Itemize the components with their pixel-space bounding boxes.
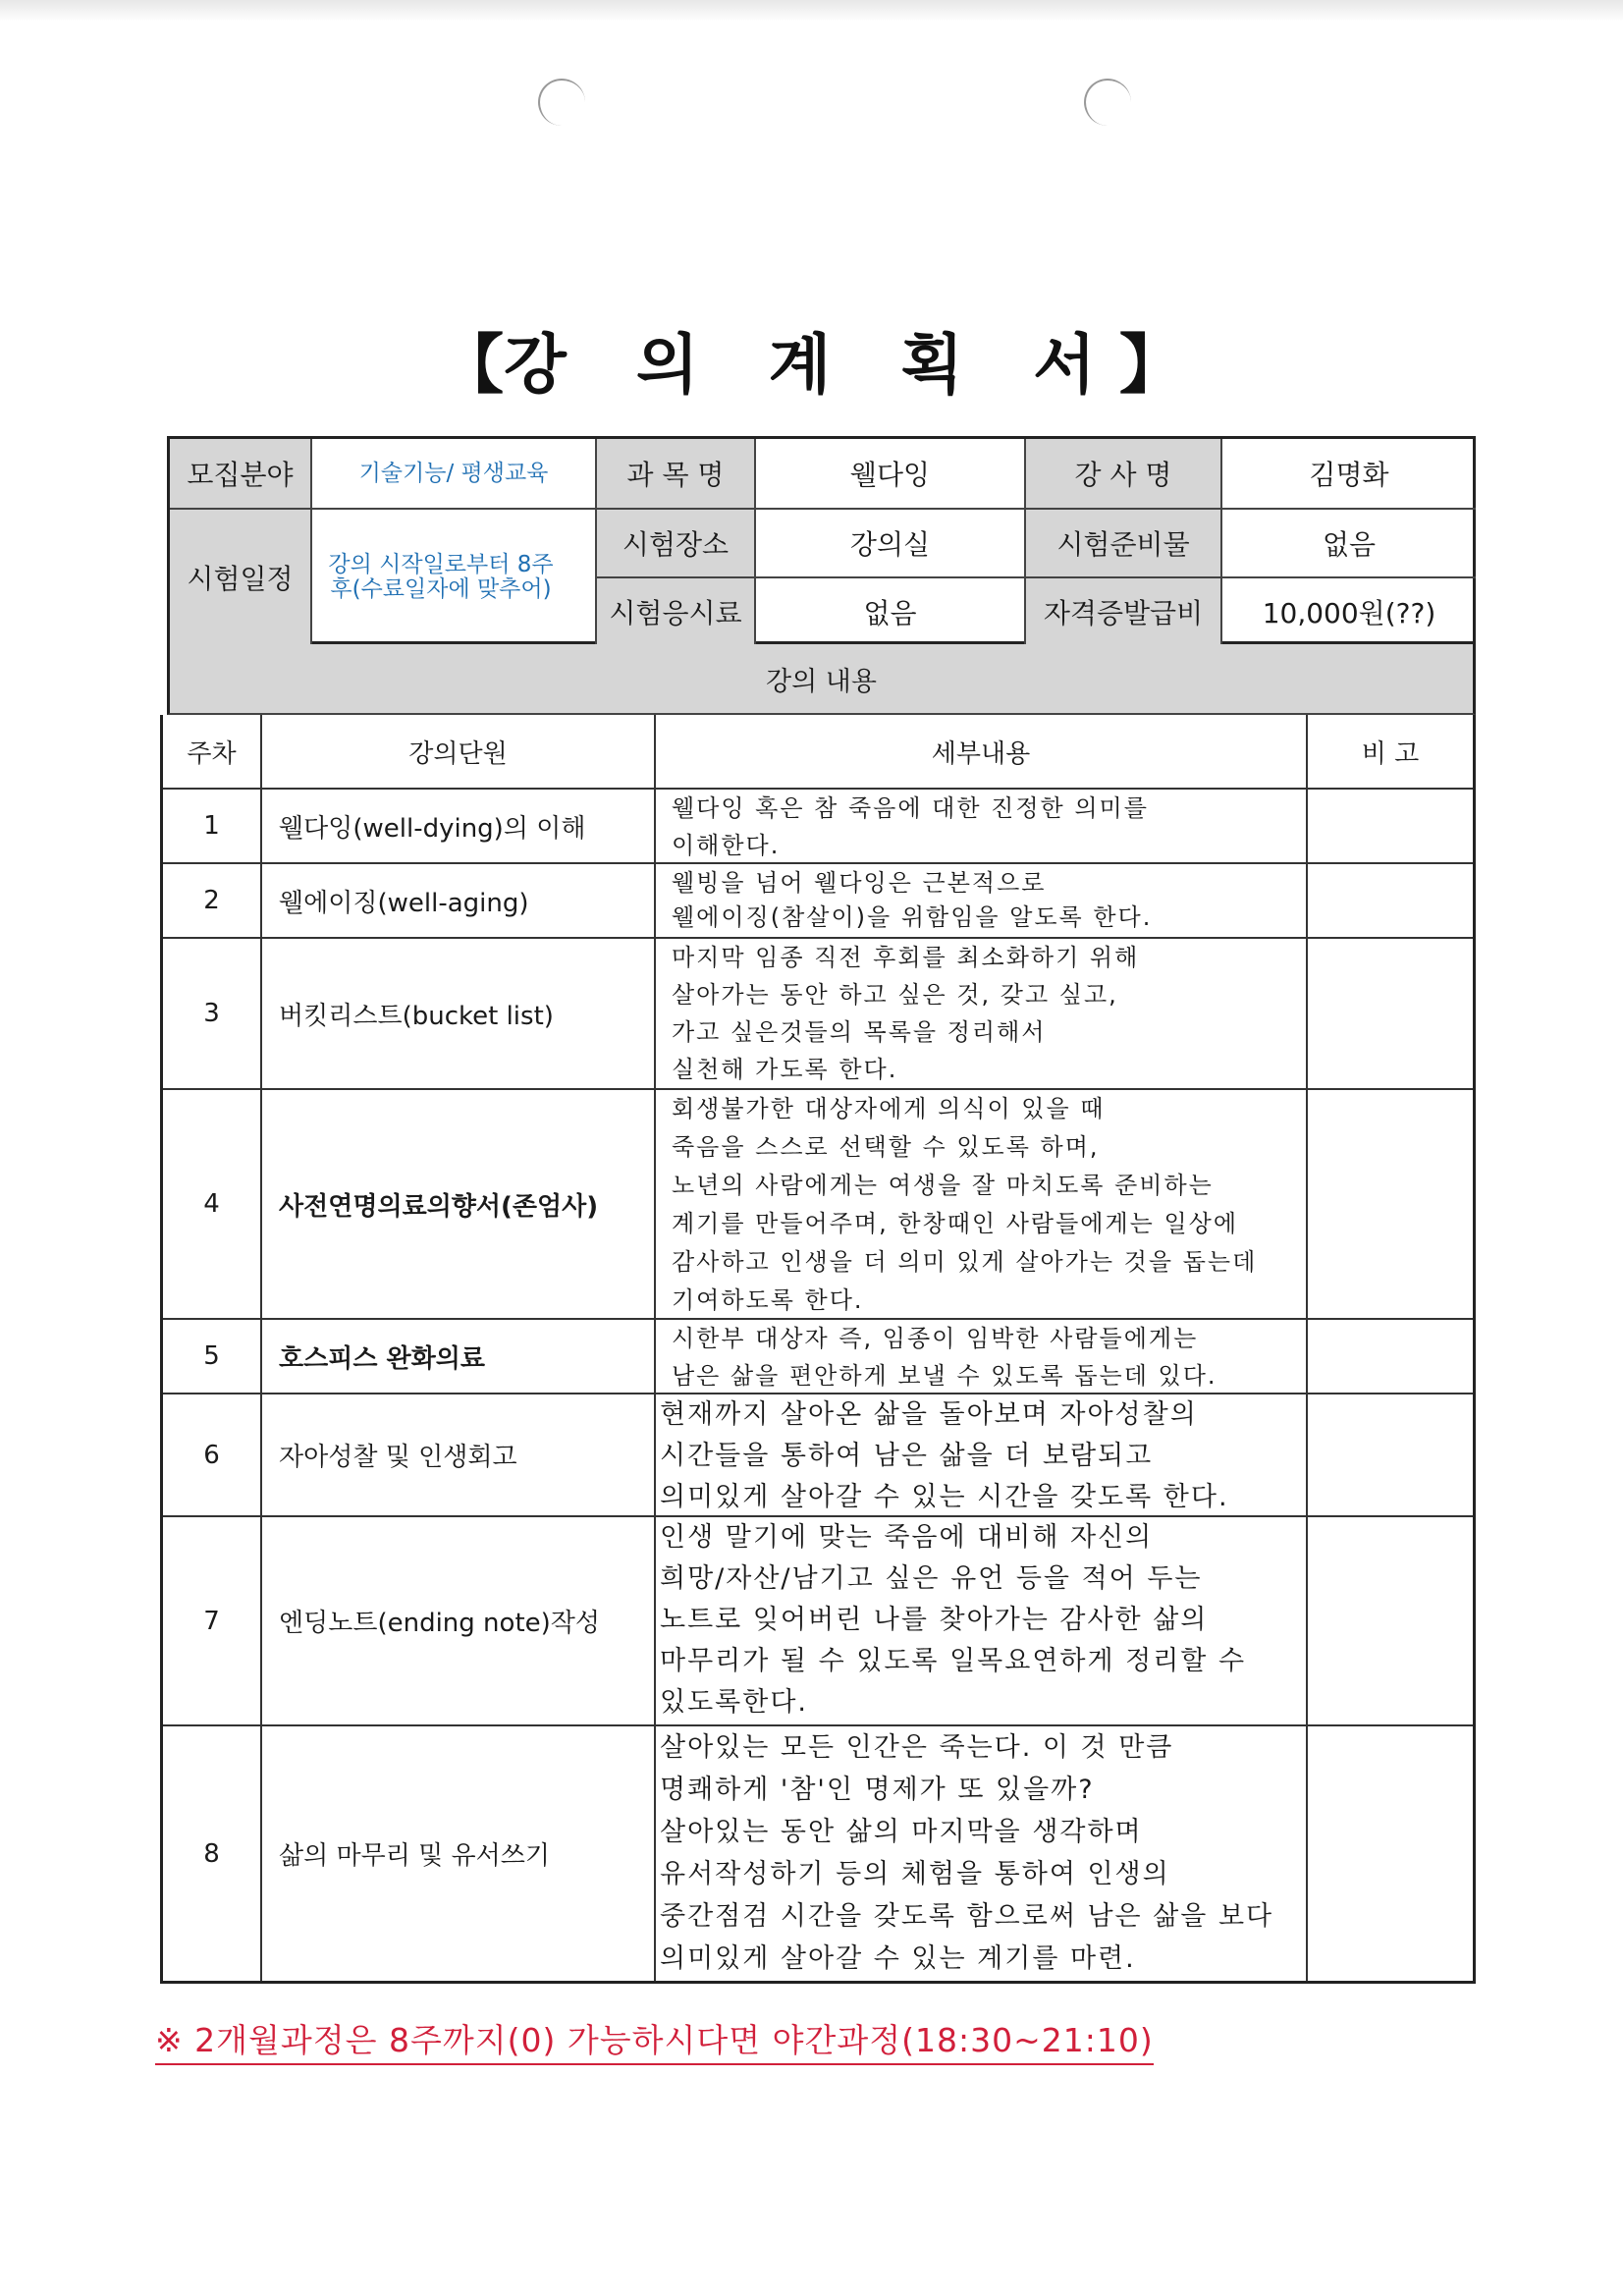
subject-value: 웰다잉 — [756, 439, 1026, 510]
week-number: 1 — [203, 811, 220, 841]
week-detail — [656, 1517, 1306, 1724]
recruit-label: 모집분야 — [170, 439, 312, 510]
detail-line: 이해한다. — [672, 832, 781, 859]
detail-line: 명쾌하게 '참'인 명제가 또 있을까? — [660, 1775, 1095, 1805]
detail-line: 유서작성하기 등의 체험을 통하여 인생의 — [660, 1859, 1170, 1889]
week-note — [1308, 1726, 1473, 1981]
detail-line: 가고 싶은것들의 목록을 정리해서 — [672, 1018, 1047, 1046]
col-divider — [260, 715, 262, 1981]
detail-line: 계기를 만들어주며, 한창때인 사람들에게는 일상에 — [672, 1210, 1239, 1237]
exam-supplies-label: 시험준비물 — [1026, 510, 1222, 578]
detail-line: 마지막 임종 직전 후회를 최소화하기 위해 — [672, 944, 1140, 971]
header-table — [167, 436, 1476, 644]
week-unit: 웰다잉(well-dying)의 이해 — [279, 813, 586, 844]
detail-line: 살아있는 동안 삶의 마지막을 생각하며 — [660, 1817, 1143, 1847]
week-note — [1308, 1090, 1473, 1318]
week-unit: 호스피스 완화의료 — [279, 1343, 485, 1374]
cert-fee-value: 10,000원(??) — [1262, 596, 1436, 629]
section-title: 강의 내용 — [167, 644, 1476, 715]
detail-line: 남은 삶을 편안하게 보낼 수 있도록 돕는데 있다. — [672, 1362, 1217, 1390]
week-unit: 사전연명의료의향서(존엄사) — [279, 1191, 599, 1222]
week-note — [1308, 1320, 1473, 1393]
detail-line: 노년의 사람에게는 여생을 잘 마치도록 준비하는 — [672, 1172, 1214, 1199]
week-unit: 자아성찰 및 인생회고 — [279, 1443, 517, 1472]
instructor-value: 김명화 — [1222, 439, 1476, 510]
week-note — [1308, 939, 1473, 1088]
week-detail — [656, 1394, 1306, 1515]
detail-line: 시간들을 통하여 남은 삶을 더 보람되고 — [660, 1441, 1154, 1471]
detail-line: 인생 말기에 맞는 죽음에 대비해 자신의 — [660, 1522, 1154, 1553]
exam-schedule-label: 시험일정 — [170, 510, 312, 644]
detail-line: 웰에이징(참살이)을 위함임을 알도록 한다. — [672, 903, 1153, 931]
week-number: 8 — [203, 1838, 220, 1869]
punch-hole-right — [1084, 79, 1131, 126]
week-number: 5 — [203, 1341, 220, 1371]
detail-line: 시한부 대상자 즉, 임종이 임박한 사람들에게는 — [672, 1325, 1199, 1352]
left-bracket-icon: 【 — [439, 327, 505, 403]
page-title-text: 강 의 계 획 서 — [504, 327, 1119, 403]
punch-hole-left — [538, 79, 585, 126]
week-unit: 엔딩노트(ending note)작성 — [279, 1609, 601, 1638]
week-detail — [656, 864, 1306, 937]
subject-label: 과 목 명 — [597, 439, 756, 510]
week-number: 2 — [203, 886, 220, 915]
col-header-detail: 세부내용 — [931, 738, 1031, 769]
exam-fee-label: 시험응시료 — [597, 578, 756, 644]
detail-line: 죽음을 스스로 선택할 수 있도록 하며, — [672, 1133, 1100, 1161]
week-detail — [656, 790, 1306, 862]
week-unit: 버킷리스트(bucket list) — [279, 1001, 554, 1031]
detail-line: 있도록한다. — [660, 1687, 808, 1718]
week-detail — [656, 1320, 1306, 1393]
detail-line: 희망/자산/남기고 싶은 유언 등을 적어 두는 — [660, 1563, 1203, 1594]
col-header-unit: 강의단원 — [408, 738, 508, 769]
detail-line: 실천해 가도록 한다. — [672, 1056, 898, 1083]
week-number: 4 — [203, 1189, 220, 1219]
right-bracket-icon: 】 — [1118, 327, 1184, 403]
detail-line: 의미있게 살아갈 수 있는 계기를 마련. — [660, 1943, 1136, 1974]
page-title — [0, 312, 1623, 406]
detail-line: 의미있게 살아갈 수 있는 시간을 갖도록 한다. — [660, 1482, 1229, 1512]
exam-schedule-value: 강의 시작일로부터 8주 후(수료일자에 맞추어) — [312, 510, 597, 644]
detail-line: 살아있는 모든 인간은 죽는다. 이 것 만큼 — [660, 1732, 1174, 1763]
detail-line: 살아가는 동안 하고 싶은 것, 갖고 싶고, — [672, 981, 1118, 1009]
week-note — [1308, 790, 1473, 862]
exam-supplies-value: 없음 — [1222, 510, 1476, 578]
week-unit: 웰에이징(well-aging) — [279, 888, 529, 918]
week-number: 6 — [203, 1440, 220, 1470]
week-detail — [656, 1726, 1306, 1981]
detail-line: 회생불가한 대상자에게 의식이 있을 때 — [672, 1095, 1106, 1122]
exam-place-value: 강의실 — [756, 510, 1026, 578]
detail-line: 마무리가 될 수 있도록 일목요연하게 정리할 수 — [660, 1646, 1247, 1676]
recruit-value: 기술기능/ 평생교육 — [312, 439, 597, 510]
week-note — [1308, 1394, 1473, 1515]
week-unit: 삶의 마무리 및 유서쓰기 — [279, 1841, 550, 1871]
week-note — [1308, 1517, 1473, 1724]
detail-line: 웰빙을 넘어 웰다잉은 근본적으로 — [672, 869, 1047, 897]
scan-edge — [0, 0, 1623, 22]
week-number: 7 — [203, 1606, 220, 1636]
detail-line: 웰다잉 혹은 참 죽음에 대한 진정한 의미를 — [672, 794, 1149, 822]
exam-place-label: 시험장소 — [597, 510, 756, 578]
cert-fee-label: 자격증발급비 — [1026, 578, 1222, 644]
week-detail — [656, 939, 1306, 1088]
weekly-plan-table — [160, 715, 1476, 1984]
col-header-note: 비 고 — [1361, 738, 1420, 769]
week-detail — [656, 1090, 1306, 1318]
detail-line: 중간점검 시간을 갖도록 함으로써 남은 삶을 보다 — [660, 1901, 1274, 1932]
detail-line: 노트로 잊어버린 나를 찾아가는 감사한 삶의 — [660, 1605, 1209, 1635]
col-header-week: 주차 — [187, 738, 237, 769]
exam-fee-value: 없음 — [756, 578, 1026, 644]
instructor-label: 강 사 명 — [1026, 439, 1222, 510]
week-number: 3 — [203, 999, 220, 1028]
detail-line: 감사하고 인생을 더 의미 있게 살아가는 것을 돕는데 — [672, 1248, 1258, 1276]
footnote: ※ 2개월과정은 8주까지(0) 가능하시다면 야간과정(18:30~21:10) — [155, 2015, 1154, 2065]
detail-line: 기여하도록 한다. — [672, 1286, 864, 1314]
week-note — [1308, 864, 1473, 937]
detail-line: 현재까지 살아온 삶을 돌아보며 자아성찰의 — [660, 1399, 1198, 1430]
